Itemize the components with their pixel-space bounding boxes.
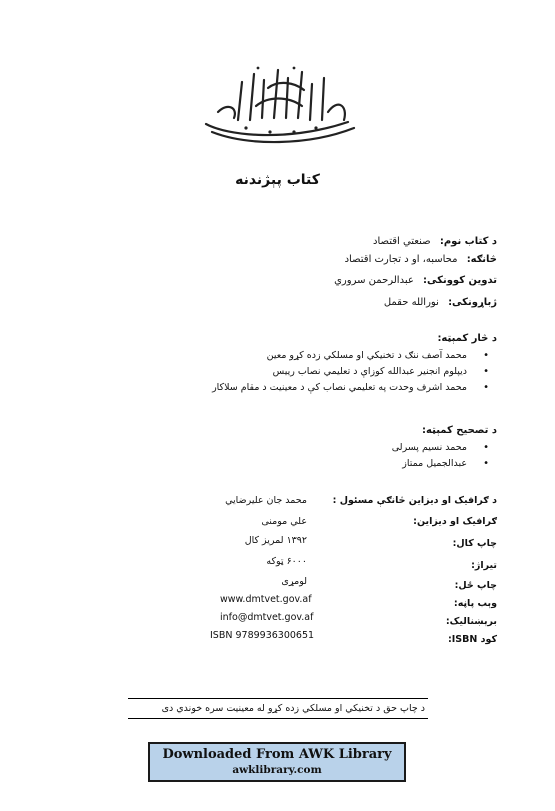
info-row-translator — [384, 297, 497, 308]
page-title: کتاب پېژندنه — [235, 172, 320, 188]
divider-bottom — [128, 718, 428, 719]
detail-value: علي مومنی — [261, 516, 307, 527]
banner-url: awklibrary.com — [232, 764, 322, 776]
info-row-department — [345, 254, 497, 265]
reviewers-list — [212, 348, 489, 396]
detail-value: ۶۰۰۰ ټوکه — [266, 556, 307, 567]
detail-label: وېب پاڼه: — [453, 598, 497, 609]
awk-library-banner[interactable] — [148, 742, 406, 782]
detail-label: برېښناليک: — [445, 616, 497, 627]
detail-label: تيراژ: — [471, 560, 497, 571]
info-row-book-name — [373, 236, 497, 247]
info-label: تدوين کوونکى: — [423, 275, 497, 286]
bismillah-calligraphy-icon — [198, 62, 358, 148]
detail-label: چاپ کال: — [452, 538, 497, 549]
website-value: www.dmtvet.gov.af — [220, 594, 312, 605]
correction-heading: د تصحيح کمېټه: — [422, 425, 497, 436]
info-row-compiler — [334, 275, 497, 286]
detail-label: چاپ ځل: — [454, 580, 497, 591]
list-item: • محمد اشرف وحدت په تعليمي نصاب کې د معينيت د مقام سلاکار — [212, 380, 489, 396]
divider-top — [128, 698, 428, 699]
detail-label: ګرافيک او ديزاين: — [413, 516, 497, 527]
detail-value: ۱۳۹۲ لمريز کال — [244, 535, 307, 546]
email-value: info@dmtvet.gov.af — [220, 612, 314, 623]
info-label: د کتاب نوم: — [439, 236, 497, 247]
copyright-notice: د چاپ حق د تخنيکي او مسلکي زده کړو له معينيت سره خوندي دی — [161, 703, 425, 714]
banner-title: Downloaded From AWK Library — [162, 747, 392, 762]
correction-list — [392, 440, 489, 472]
info-value: نورالله حقمل — [383, 297, 439, 308]
info-value: محاسبه، او د تجارت اقتصاد — [344, 254, 458, 265]
detail-value: لومړی — [281, 576, 307, 587]
detail-value: محمد جان عليرضايي — [225, 495, 307, 506]
info-value: صنعتي اقتصاد — [373, 236, 431, 247]
detail-label: د ګرافيک او ديزاين څانګې مسئول : — [332, 495, 497, 506]
list-item: • محمد نسيم پسرلى — [392, 440, 489, 456]
info-value: عبدالرحمن سروري — [334, 275, 414, 286]
isbn-value: ISBN 9789936300651 — [210, 630, 315, 641]
info-label: ژباړونکی: — [448, 297, 497, 308]
list-item: • عبدالجميل ممتاز — [392, 456, 489, 472]
detail-label: کود ISBN: — [447, 634, 497, 645]
info-label: څانګه: — [466, 254, 497, 265]
list-item: • محمد آصف ننګ د تخنيکي او مسلکي زده کړو معين — [212, 348, 489, 364]
list-item: • ديپلوم انجنير عبدالله کوزاې د تعليمي نصاب رييس — [212, 364, 489, 380]
reviewers-heading: د څار کمېټه: — [437, 333, 497, 344]
